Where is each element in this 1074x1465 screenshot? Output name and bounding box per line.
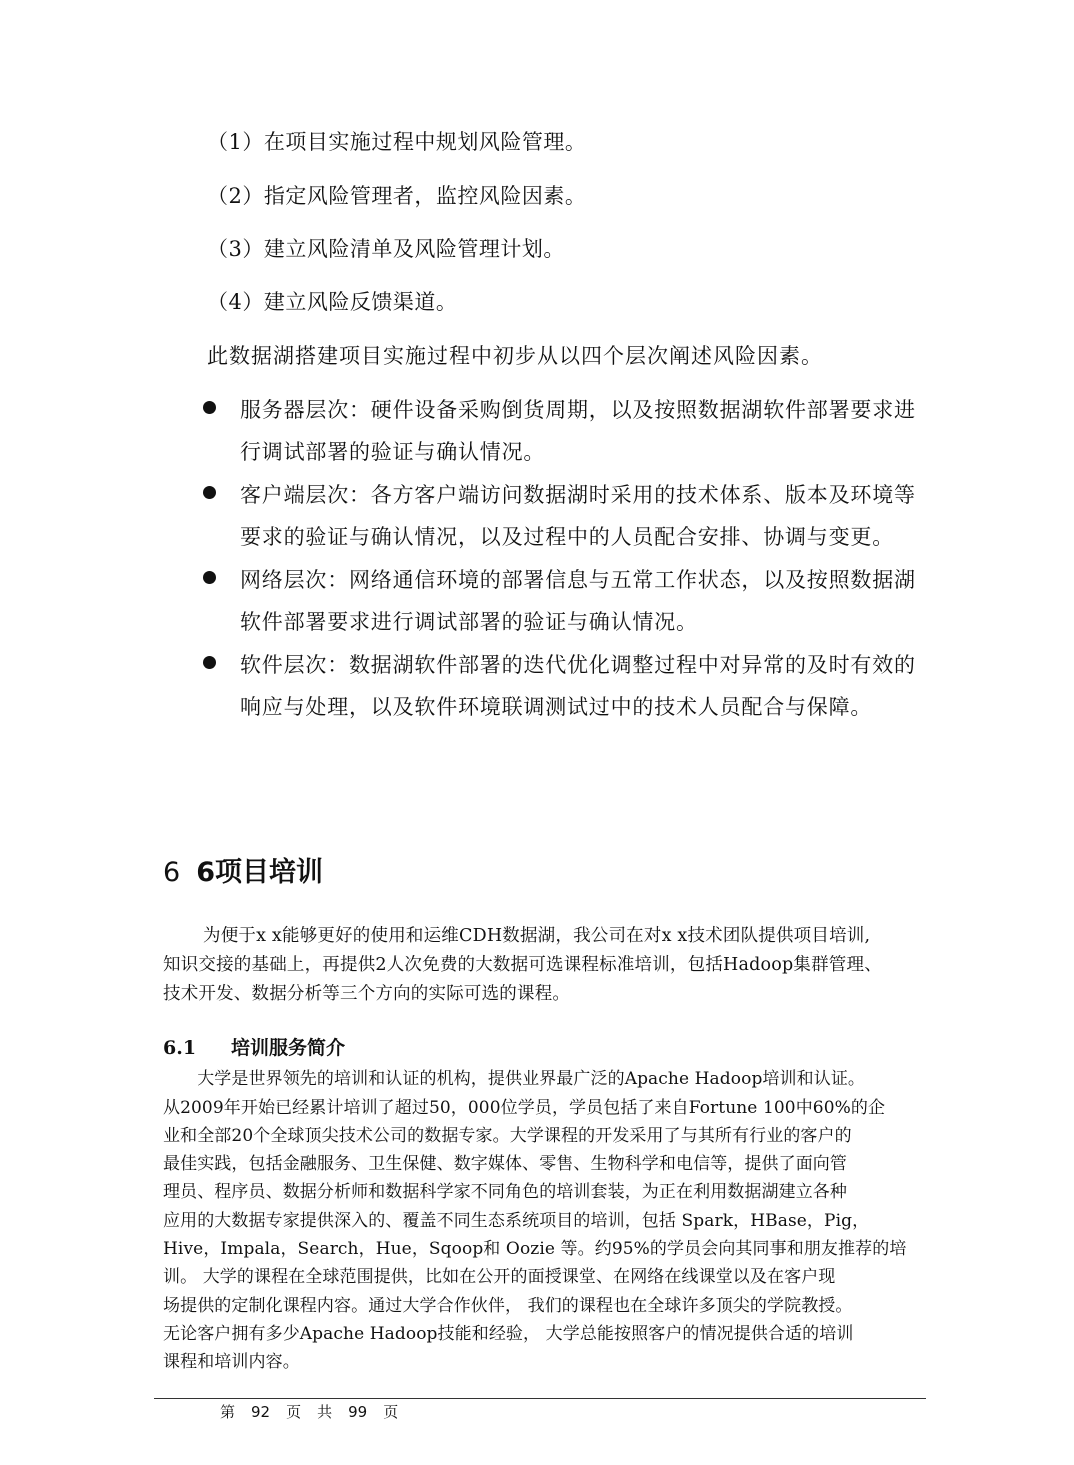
- bullet-line: 客户端层次：各方客户端访问数据湖时采用的技术体系、版本及环境等: [240, 483, 916, 507]
- page-footer: [220, 1401, 398, 1422]
- bullet-line: 要求的验证与确认情况，以及过程中的人员配合安排、协调与变更。: [240, 525, 894, 549]
- body-line: 课程和培训内容。: [163, 1352, 300, 1372]
- step-4: （4）建立风险反馈渠道。: [207, 290, 458, 314]
- bullet-dot-icon: [203, 401, 216, 414]
- body-line: 应用的大数据专家提供深入的、覆盖不同生态系统项目的培训，包括 Spark，HBase，Pig，: [163, 1211, 870, 1231]
- body-line: 从2009年开始已经累计培训了超过50，000位学员，学员包括了来自Fortune 100中60%的企: [163, 1098, 886, 1118]
- step-3: （3）建立风险清单及风险管理计划。: [207, 237, 565, 261]
- bullet-dot-icon: [203, 656, 216, 669]
- bullet-line: 软件部署要求进行调试部署的验证与确认情况。: [240, 610, 698, 634]
- body-line: 最佳实践，包括金融服务、卫生保健、数字媒体、零售、生物科学和电信等，提供了面向管: [163, 1154, 847, 1174]
- subsection-title: 培训服务简介: [231, 1037, 346, 1059]
- body-line: 理员、程序员、数据分析师和数据科学家不同角色的培训套装，为正在利用数据湖建立各种: [163, 1182, 847, 1202]
- step-2: （2）指定风险管理者，监控风险因素。: [207, 184, 587, 208]
- body-line: 大学是世界领先的培训和认证的机构，提供业界最广泛的Apache Hadoop培训和认证。: [163, 1069, 866, 1089]
- subsection-heading: [163, 1033, 345, 1060]
- body-line: 业和全部20个全球顶尖技术公司的数据专家。大学课程的开发采用了与其所有行业的客户的: [163, 1126, 852, 1146]
- subsection-number: 6.1: [163, 1037, 197, 1059]
- section-title: 6项目培训: [196, 857, 323, 888]
- bullet-line: 软件层次：数据湖软件部署的迭代优化调整过程中对异常的及时有效的: [240, 653, 916, 677]
- bullet-line: 服务器层次：硬件设备采购倒货周期，以及按照数据湖软件部署要求进: [240, 398, 916, 422]
- total-pages: 99: [348, 1403, 368, 1421]
- bullet-line: 行调试部署的验证与确认情况。: [240, 440, 546, 464]
- total-label: 共: [317, 1403, 333, 1421]
- page-label: 第: [220, 1403, 236, 1421]
- body-line: 训。 大学的课程在全球范围提供，比如在公开的面授课堂、在网络在线课堂以及在客户现: [163, 1267, 836, 1287]
- bullet-line: 网络层次：网络通信环境的部署信息与五常工作状态，以及按照数据湖: [240, 568, 916, 592]
- section-number: 6: [163, 857, 181, 888]
- section-heading: [163, 850, 323, 889]
- section-paragraph-line: 技术开发、数据分析等三个方向的实际可选的课程。: [163, 984, 571, 1004]
- section-paragraph-line: 知识交接的基础上，再提供2人次免费的大数据可选课程标准培训，包括Hadoop集群管理、: [163, 955, 882, 975]
- footer-divider: [154, 1398, 926, 1399]
- total-unit: 页: [383, 1403, 399, 1421]
- bullet-dot-icon: [203, 571, 216, 584]
- section-paragraph-line: 为便于x x能够更好的使用和运维CDH数据湖，我公司在对x x技术团队提供项目培训,: [203, 926, 871, 946]
- step-1: （1）在项目实施过程中规划风险管理。: [207, 130, 587, 154]
- body-line: Hive，Impala，Search，Hue，Sqoop和 Oozie 等。约95%的学员会向其同事和朋友推荐的培: [163, 1239, 907, 1259]
- bullet-line: 响应与处理，以及软件环境联调测试过中的技术人员配合与保障。: [240, 695, 873, 719]
- page-number: 92: [251, 1403, 271, 1421]
- bullet-dot-icon: [203, 486, 216, 499]
- body-line: 无论客户拥有多少Apache Hadoop技能和经验， 大学总能按照客户的情况提供合适的培训: [163, 1324, 854, 1344]
- risk-intro: 此数据湖搭建项目实施过程中初步从以四个层次阐述风险因素。: [207, 344, 823, 368]
- page-unit: 页: [286, 1403, 302, 1421]
- body-line: 场提供的定制化课程内容。通过大学合作伙伴， 我们的课程也在全球许多顶尖的学院教授。: [163, 1296, 853, 1316]
